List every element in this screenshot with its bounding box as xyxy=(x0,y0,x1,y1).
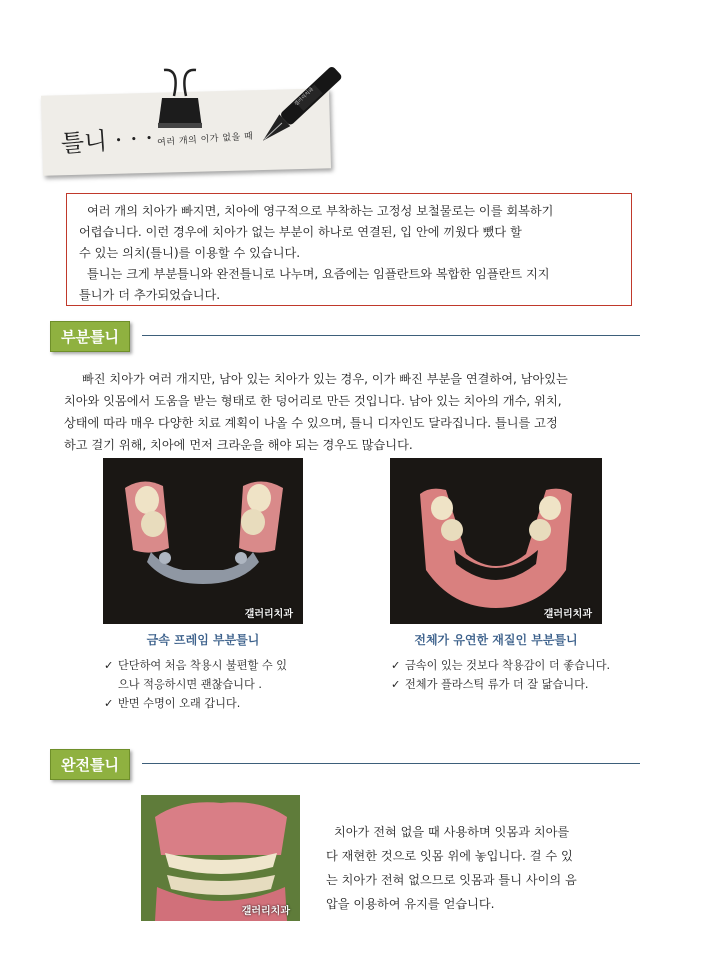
metal-frame-bullets xyxy=(104,656,324,713)
bullet-text: 전체가 플라스틱 류가 더 잘 닮습니다. xyxy=(405,678,589,691)
caption-metal-frame: 금속 프레임 부분틀니 xyxy=(146,633,260,647)
paragraph-line: 치아와 잇몸에서 도움을 받는 형태로 한 덩어리로 만든 것입니다. 남아 있는 치아의 개수, 위치, xyxy=(64,394,562,408)
partial-paragraph xyxy=(64,368,640,456)
section-label-partial: 부분틀니 xyxy=(50,321,130,352)
check-icon: ✓ xyxy=(104,659,114,672)
paragraph-line: 치아가 전혀 없을 때 사용하며 잇몸과 치아를 xyxy=(334,825,570,839)
intro-line: 수 있는 의치(틀니)를 이용할 수 있습니다. xyxy=(79,246,301,260)
paragraph-line: 는 치아가 전혀 없으므로 잇몸과 틀니 사이의 음 xyxy=(326,873,577,887)
denture-illustration xyxy=(103,458,303,624)
list-item xyxy=(104,656,324,675)
section-label-complete: 완전틀니 xyxy=(50,749,130,780)
paragraph-line: 압을 이용하여 유지를 얻습니다. xyxy=(326,897,495,911)
complete-paragraph xyxy=(326,820,612,916)
check-icon: ✓ xyxy=(391,659,401,672)
fountain-pen-icon xyxy=(252,60,344,156)
intro-line: 어렵습니다. 이런 경우에 치아가 없는 부분이 하나로 연결된, 입 안에 끼웠다 뺐다 할 xyxy=(79,225,522,239)
caption-flexible: 전체가 유연한 재질인 부분틀니 xyxy=(414,633,578,647)
paragraph-line: 상태에 따라 매우 다양한 치료 계획이 나올 수 있으며, 틀니 디자인도 달라집니다. 틀니를 고정 xyxy=(64,416,558,430)
pen-label: 갤러리치과 xyxy=(293,86,316,108)
list-item xyxy=(104,694,324,713)
denture-illustration xyxy=(390,458,602,624)
intro-line: 틀니는 크게 부분틀니와 완전틀니로 나누며, 요즘에는 임플란트와 복합한 임플란트 지지 xyxy=(87,267,550,281)
metal-frame-denture-photo xyxy=(103,458,303,624)
flexible-bullets xyxy=(391,656,651,694)
bullet-text: 으나 적응하시면 괜찮습니다 . xyxy=(118,678,262,691)
header-title-text: 틀니 · · · xyxy=(59,123,154,159)
bullet-text: 단단하여 처음 착용시 불편할 수 있 xyxy=(118,659,288,672)
check-icon: ✓ xyxy=(391,678,401,691)
paragraph-line: 다 재현한 것으로 잇몸 위에 놓입니다. 걸 수 있 xyxy=(326,849,573,863)
section-rule xyxy=(142,763,640,764)
flexible-denture-photo xyxy=(390,458,602,624)
check-icon: ✓ xyxy=(104,697,114,710)
bullet-text: 금속이 있는 것보다 착용감이 더 좋습니다. xyxy=(405,659,611,672)
intro-line: 틀니가 더 추가되었습니다. xyxy=(79,288,221,302)
intro-box xyxy=(66,193,632,306)
photo-watermark: 갤러리치과 xyxy=(244,609,293,620)
complete-denture-photo xyxy=(141,795,300,921)
photo-watermark: 갤러리치과 xyxy=(241,906,290,917)
list-item xyxy=(391,675,651,694)
list-item xyxy=(391,656,651,675)
photo-watermark: 갤러리치과 xyxy=(543,609,592,620)
bullet-text: 반면 수명이 오래 갑니다. xyxy=(118,697,241,710)
header-subtitle: 여러 개의 이가 없을 때 xyxy=(156,131,254,149)
paragraph-line: 하고 걸기 위해, 치아에 먼저 크라운을 해야 되는 경우도 많습니다. xyxy=(64,438,413,452)
list-item xyxy=(104,675,324,694)
intro-line: 여러 개의 치아가 빠지면, 치아에 영구적으로 부착하는 고정성 보철물로는 이를 회복하기 xyxy=(87,204,554,218)
section-rule xyxy=(142,335,640,336)
paragraph-line: 빠진 치아가 여러 개지만, 남아 있는 치아가 있는 경우, 이가 빠진 부분을 연결하여, 남아있는 xyxy=(82,372,568,386)
